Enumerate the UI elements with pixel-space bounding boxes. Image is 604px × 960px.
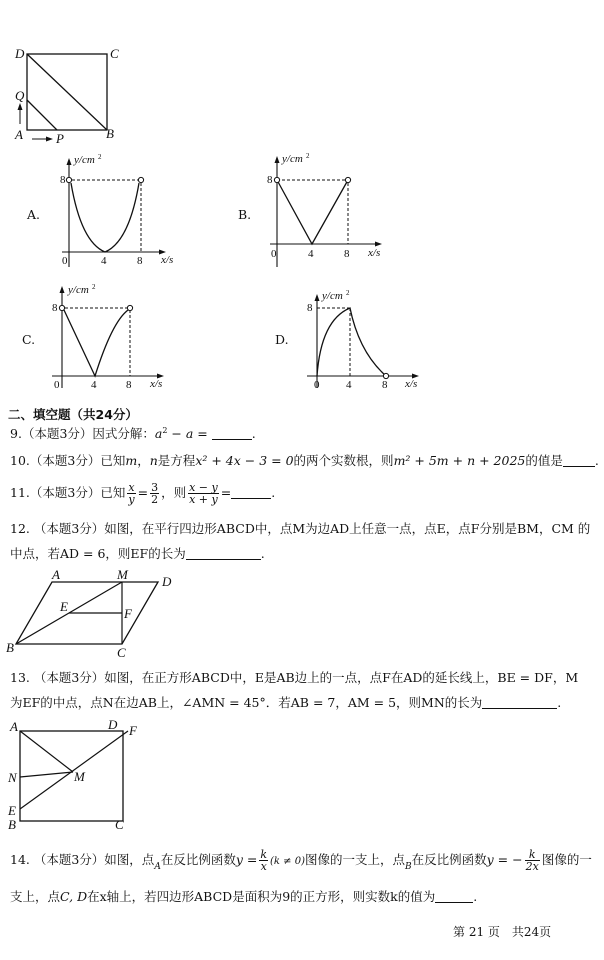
xlabel: x/s [161, 254, 174, 266]
answer-blank-12[interactable] [186, 547, 261, 560]
svg-text:B: B [8, 817, 16, 832]
svg-text:A: A [10, 719, 18, 734]
option-d-graph [255, 282, 455, 397]
svg-text:F: F [124, 606, 132, 621]
svg-text:x/s: x/s [368, 247, 381, 259]
label-Q: Q [15, 88, 25, 103]
label-A: A [15, 127, 23, 142]
svg-text:y/cm: y/cm [282, 153, 303, 165]
svg-text:8: 8 [60, 174, 66, 186]
svg-text:0: 0 [62, 255, 68, 267]
top-square-figure [0, 0, 140, 150]
question-14-line1: 14. （本题3分）如图，点$_A$在反比例函数y = $\frac{k}{x}$ (k ≠ 0)图像的一支上，点$_B$在反比例函数y = − $\frac{k}{2x}$ 图像的一 [10, 848, 592, 873]
answer-blank-11[interactable] [231, 486, 271, 499]
svg-text:0: 0 [314, 379, 320, 391]
svg-text:x/s: x/s [405, 378, 418, 390]
svg-text:D: D [162, 574, 172, 589]
svg-text:4: 4 [91, 379, 97, 391]
answer-blank-14[interactable] [435, 890, 473, 903]
option-a-graph [0, 150, 200, 275]
svg-text:0: 0 [54, 379, 60, 391]
question-12-line2: 中点，若AD = 6，则EF的长为 . [10, 546, 265, 561]
page-number: 第 21 页 共24页 [453, 925, 552, 939]
label-D: D [15, 46, 25, 61]
svg-text:y/cm: y/cm [322, 290, 343, 302]
svg-text:8: 8 [344, 248, 350, 260]
option-b-label: B. [238, 207, 252, 222]
svg-text:2: 2 [306, 152, 310, 160]
svg-text:M: M [117, 567, 128, 582]
question-13-line1: 13. （本题3分）如图，在正方形ABCD中，E是AB边上的一点，点F在AD的延长线上，BE = DF，M [10, 670, 579, 685]
curve-b [277, 180, 348, 244]
svg-text:C: C [117, 645, 126, 660]
svg-text:8: 8 [307, 302, 313, 314]
ylabel: y/cm [74, 154, 95, 166]
svg-text:8: 8 [267, 174, 273, 186]
svg-text:8: 8 [52, 302, 58, 314]
svg-text:2: 2 [92, 283, 96, 291]
svg-text:M: M [74, 769, 85, 784]
svg-text:C: C [115, 817, 124, 832]
option-a-label: A. [27, 207, 41, 222]
svg-text:8: 8 [126, 379, 132, 391]
answer-blank-10[interactable] [563, 454, 595, 467]
option-b-graph [215, 150, 415, 275]
svg-text:4: 4 [308, 248, 314, 260]
curve-a [71, 183, 139, 252]
svg-text:F: F [129, 723, 137, 738]
question-9: 9.（本题3分）因式分解：$a^2 - a$ = . [10, 426, 256, 441]
svg-text:y/cm: y/cm [68, 284, 89, 296]
diagonal-db [27, 54, 107, 130]
label-B: B [106, 126, 114, 141]
section-title: 二、填空题（共24分） [8, 407, 138, 422]
curve-c [64, 310, 128, 376]
question-12-line1: 12. （本题3分）如图，在平行四边形ABCD中，点M为边AD上任意一点，点E，点F分别是BM，CM 的 [10, 521, 591, 536]
label-P: P [56, 131, 64, 146]
svg-text:N: N [8, 770, 17, 785]
svg-text:2: 2 [98, 153, 102, 161]
svg-text:2: 2 [346, 289, 350, 297]
question-11: 11.（本题3分）已知 $\frac{x}{y}$ = $\frac{3}{2}$ ，则 $\frac{x - y}{x + y}$ = . [10, 481, 276, 506]
svg-text:A: A [52, 567, 60, 582]
option-c-graph [0, 282, 200, 397]
svg-text:0: 0 [271, 248, 277, 260]
svg-text:E: E [8, 803, 16, 818]
question-13-line2: 为EF的中点，点N在边AB上，∠AMN = 45°．若AB = 7，AM = 5，则MN的长为 . [10, 695, 562, 710]
answer-blank-13[interactable] [482, 696, 557, 709]
segment-qp [27, 100, 57, 130]
svg-text:4: 4 [101, 255, 107, 267]
question-10: 10.（本题3分）已知m，n是方程x² + 4x − 3 = 0的两个实数根，则m² + 5m + n + 2025的值是 . [10, 453, 599, 468]
option-c-label: C. [22, 332, 36, 347]
svg-text:x/s: x/s [150, 378, 163, 390]
svg-text:D: D [108, 717, 118, 732]
question-14-line2: 支上，点C, D在x轴上，若四边形ABCD是面积为9的正方形，则实数k的值为 . [10, 889, 478, 904]
q13-square-figure [0, 715, 170, 835]
arrow-up-head [18, 103, 23, 110]
svg-text:B: B [6, 640, 14, 655]
arrow-right-head [46, 137, 53, 142]
svg-text:8: 8 [382, 379, 388, 391]
option-d-label: D. [275, 332, 289, 347]
svg-text:8: 8 [137, 255, 143, 267]
q12-parallelogram-figure [0, 568, 190, 658]
label-C: C [110, 46, 119, 61]
answer-blank-9[interactable] [212, 427, 252, 440]
curve-d [317, 308, 386, 376]
svg-text:E: E [60, 599, 68, 614]
svg-text:4: 4 [346, 379, 352, 391]
